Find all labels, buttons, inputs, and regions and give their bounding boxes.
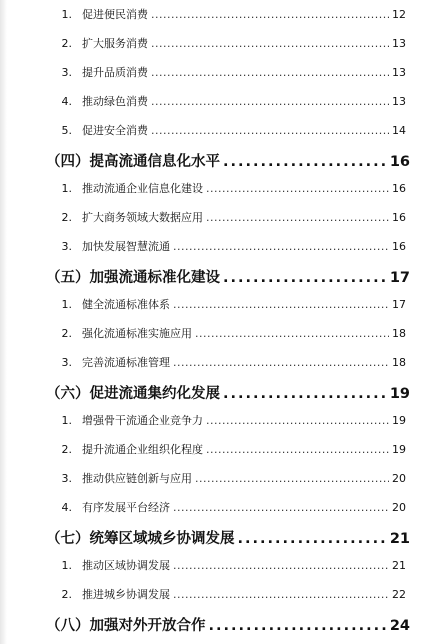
toc-entry-title: 提升流通企业组织化程度 bbox=[82, 443, 203, 456]
toc-entry-number: 2. bbox=[61, 588, 72, 601]
toc-entry-page: 19 bbox=[392, 414, 406, 427]
toc-section-title: （六）促进流通集约化发展 bbox=[46, 386, 220, 402]
toc-entry[interactable] bbox=[0, 296, 434, 316]
dot-leader bbox=[209, 618, 387, 634]
dot-leader bbox=[223, 154, 387, 170]
toc-entry-title: 健全流通标准体系 bbox=[82, 298, 170, 311]
dot-leader bbox=[151, 8, 389, 21]
dot-leader bbox=[173, 559, 389, 572]
toc-section-heading[interactable] bbox=[0, 150, 434, 174]
toc-entry-number: 3. bbox=[61, 472, 72, 485]
toc-entry-title: 有序发展平台经济 bbox=[82, 501, 170, 514]
toc-section-page: 19 bbox=[389, 386, 410, 402]
toc-entry-number: 1. bbox=[61, 414, 72, 427]
toc-entry[interactable] bbox=[0, 412, 434, 432]
toc-entry[interactable] bbox=[0, 325, 434, 345]
toc-entry-number: 2. bbox=[61, 211, 72, 224]
toc-entry[interactable] bbox=[0, 441, 434, 461]
dot-leader bbox=[206, 414, 389, 427]
dot-leader bbox=[195, 327, 389, 340]
dot-leader bbox=[206, 182, 389, 195]
dot-leader bbox=[151, 95, 389, 108]
toc-entry-number: 1. bbox=[61, 298, 72, 311]
toc-entry-page: 19 bbox=[392, 443, 406, 456]
toc-entry[interactable] bbox=[0, 499, 434, 519]
dot-leader bbox=[151, 124, 389, 137]
toc-entry[interactable] bbox=[0, 93, 434, 113]
toc-entry-number: 4. bbox=[61, 95, 72, 108]
dot-leader bbox=[223, 270, 387, 286]
toc-entry-title: 完善流通标准管理 bbox=[82, 356, 170, 369]
toc-section-page: 24 bbox=[389, 618, 410, 634]
dot-leader bbox=[173, 588, 389, 601]
toc-entry-number: 1. bbox=[61, 182, 72, 195]
toc-entry-title: 强化流通标准实施应用 bbox=[82, 327, 192, 340]
toc-entry-page: 13 bbox=[392, 66, 406, 79]
toc-entry-title: 加快发展智慧流通 bbox=[82, 240, 170, 253]
dot-leader bbox=[206, 211, 389, 224]
dot-leader bbox=[151, 66, 389, 79]
dot-leader bbox=[151, 37, 389, 50]
toc-section-heading[interactable] bbox=[0, 527, 434, 551]
toc-entry[interactable] bbox=[0, 470, 434, 490]
toc-entry-title: 促进便民消费 bbox=[82, 8, 148, 21]
toc-entry[interactable] bbox=[0, 35, 434, 55]
dot-leader bbox=[173, 356, 389, 369]
toc-entry-page: 20 bbox=[392, 472, 406, 485]
toc-entry-number: 3. bbox=[61, 66, 72, 79]
dot-leader bbox=[238, 531, 387, 547]
toc-entry-page: 16 bbox=[392, 182, 406, 195]
toc-entry-page: 16 bbox=[392, 211, 406, 224]
toc-entry-number: 5. bbox=[61, 124, 72, 137]
dot-leader bbox=[173, 240, 389, 253]
toc-entry-title: 推动区域协调发展 bbox=[82, 559, 170, 572]
toc-entry-page: 12 bbox=[392, 8, 406, 21]
toc-entry-title: 推动绿色消费 bbox=[82, 95, 148, 108]
toc-entry-page: 13 bbox=[392, 95, 406, 108]
toc-entry-page: 14 bbox=[392, 124, 406, 137]
toc-entry-page: 17 bbox=[392, 298, 406, 311]
toc-entry[interactable] bbox=[0, 238, 434, 258]
toc-entry-number: 2. bbox=[61, 443, 72, 456]
toc-entry-page: 21 bbox=[392, 559, 406, 572]
toc-section-page: 16 bbox=[389, 154, 410, 170]
toc-entry[interactable] bbox=[0, 122, 434, 142]
dot-leader bbox=[173, 298, 389, 311]
toc-section-title: （四）提高流通信息化水平 bbox=[46, 154, 220, 170]
toc-entry[interactable] bbox=[0, 180, 434, 200]
toc-entry[interactable] bbox=[0, 6, 434, 26]
dot-leader bbox=[173, 501, 389, 514]
toc-entry-title: 促进安全消费 bbox=[82, 124, 148, 137]
toc-section-page: 21 bbox=[389, 531, 410, 547]
toc-entry[interactable] bbox=[0, 586, 434, 606]
toc-entry-number: 3. bbox=[61, 240, 72, 253]
toc-entry-number: 4. bbox=[61, 501, 72, 514]
toc-entry-number: 2. bbox=[61, 327, 72, 340]
toc-section-title: （五）加强流通标准化建设 bbox=[46, 270, 220, 286]
toc-entry-page: 22 bbox=[392, 588, 406, 601]
dot-leader bbox=[223, 386, 387, 402]
toc-entry-title: 增强骨干流通企业竞争力 bbox=[82, 414, 203, 427]
toc-entry-number: 2. bbox=[61, 37, 72, 50]
toc-entry-page: 18 bbox=[392, 356, 406, 369]
toc-entry[interactable] bbox=[0, 209, 434, 229]
toc-entry[interactable] bbox=[0, 354, 434, 374]
toc-entry-title: 扩大服务消费 bbox=[82, 37, 148, 50]
toc-section-title: （七）统筹区域城乡协调发展 bbox=[46, 531, 235, 547]
toc-section-title: （八）加强对外开放合作 bbox=[46, 618, 206, 634]
toc-entry-title: 推进城乡协调发展 bbox=[82, 588, 170, 601]
toc-section-page: 17 bbox=[389, 270, 410, 286]
toc-section-heading[interactable] bbox=[0, 266, 434, 290]
dot-leader bbox=[195, 472, 389, 485]
toc-section-heading[interactable] bbox=[0, 382, 434, 406]
toc-entry-number: 1. bbox=[61, 559, 72, 572]
toc-entry-title: 提升品质消费 bbox=[82, 66, 148, 79]
toc-entry-number: 1. bbox=[61, 8, 72, 21]
toc-entry[interactable] bbox=[0, 64, 434, 84]
toc-section-heading[interactable] bbox=[0, 614, 434, 638]
toc-entry-title: 扩大商务领域大数据应用 bbox=[82, 211, 203, 224]
toc-entry-page: 16 bbox=[392, 240, 406, 253]
toc-entry-title: 推动流通企业信息化建设 bbox=[82, 182, 203, 195]
toc-entry-title: 推动供应链创新与应用 bbox=[82, 472, 192, 485]
dot-leader bbox=[206, 443, 389, 456]
toc-entry[interactable] bbox=[0, 557, 434, 577]
toc-entry-page: 18 bbox=[392, 327, 406, 340]
toc-entry-number: 3. bbox=[61, 356, 72, 369]
toc-entry-page: 20 bbox=[392, 501, 406, 514]
toc-entry-page: 13 bbox=[392, 37, 406, 50]
